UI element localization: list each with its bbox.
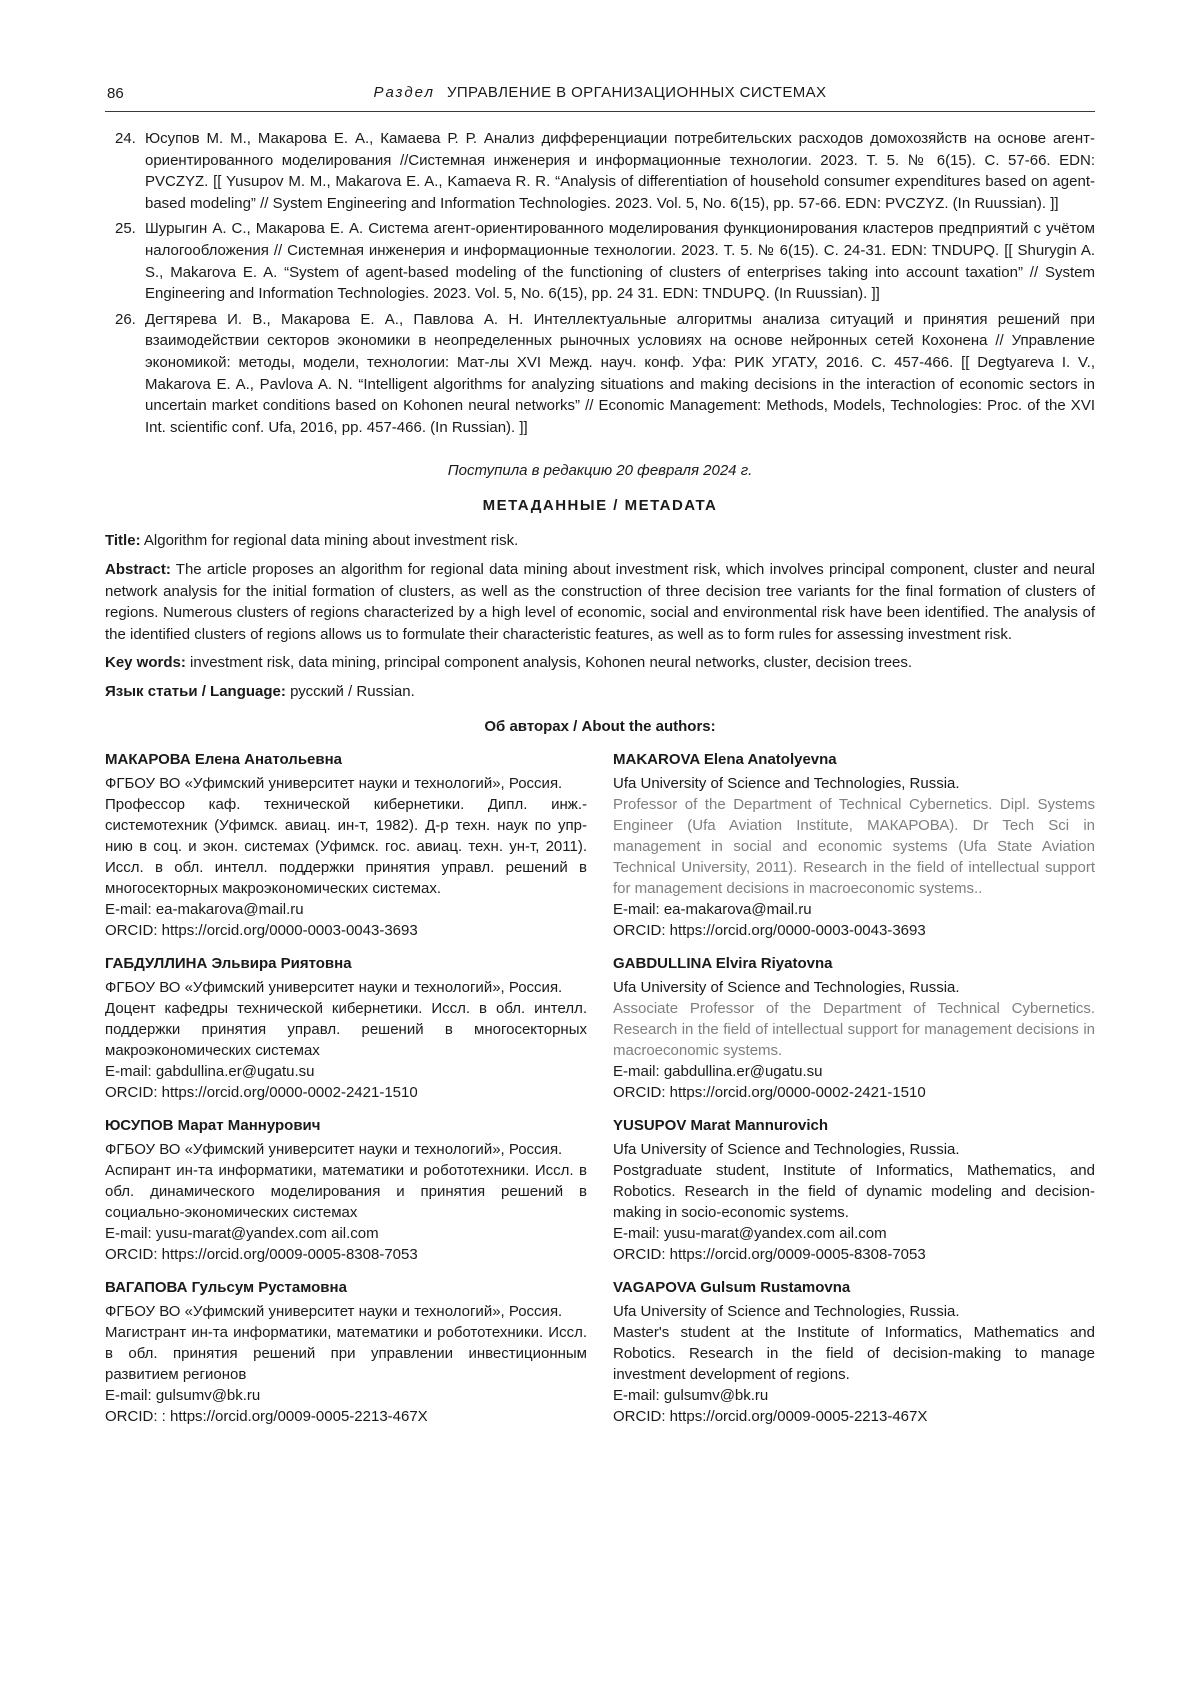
email-value: gulsumv@bk.ru — [155, 1387, 261, 1405]
references-list — [105, 128, 1095, 438]
author-affiliation: ФГБОУ ВО «Уфимский университет науки и технологий», Россия. — [105, 775, 563, 793]
author-bio: Аспирант ин-та информатики, математики и робототехники. Иссл. в обл. динамического моделирования и принятия решений в социально-экономических системах — [105, 1162, 587, 1222]
author-orcid-line — [105, 920, 587, 941]
author-email-line — [613, 1223, 1095, 1244]
email-value: gulsumv@bk.ru — [663, 1387, 769, 1405]
page-number: 86 — [107, 85, 124, 102]
author-orcid-line — [613, 1082, 1095, 1103]
author-email-line — [105, 1223, 587, 1244]
title-text: Algorithm for regional data mining about investment risk. — [143, 532, 519, 550]
orcid-label: ORCID: — [613, 922, 666, 940]
author-card-ru — [105, 953, 587, 1103]
orcid-label: ORCID: — [105, 1084, 158, 1102]
orcid-label: ORCID: — [613, 1084, 666, 1102]
author-card-en — [613, 749, 1095, 941]
abstract-text: The article proposes an algorithm for regional data mining about investment risk, which involves principal component, cluster and neural network analysis for the initial formation of clusters, as well as the construction of three decision tree variants for the final formation of clusters of regions. Numerous clusters of regions characterized by a high level of economic, social and environmental risk have been identified. The analysis of the identified clusters of regions allows us to formulate their characteristic features, as well as to form rules for assessing investment risk. — [105, 560, 1095, 643]
author-row — [105, 953, 1095, 1103]
author-name: GABDULLINA Elvira Riyatovna — [613, 955, 833, 973]
reference-number: 24. — [115, 130, 136, 147]
author-card-ru — [105, 1115, 587, 1265]
reference-item — [105, 218, 1095, 304]
email-value: ea-makarova@mail.ru — [155, 901, 304, 919]
title-label: Title: — [105, 532, 141, 550]
page-header — [105, 84, 1095, 106]
reference-text: Юсупов М. М., Макарова Е. А., Камаева Р. Р. Анализ дифференциации потребительских расходов домохозяйств на основе агент-ориентированного моделирования //Системная инженерия и информационные технологии. 2023. Т. 5. № 6(15). С. 57-66. EDN: PVCZYZ. [[ Yusupov M. M., Makarova E. A., Kamaeva R. R. “Analysis of differentiation of household consumer expenditures based on agent-based modeling” // System Engineering and Information Technologies. 2023. Vol. 5, No. 6(15), pp. 57-66. EDN: PVCZYZ. (In Ruussian). ]] — [145, 130, 1095, 212]
author-name: ЮСУПОВ Марат Маннурович — [105, 1117, 321, 1135]
email-label: E-mail: — [105, 1063, 152, 1081]
author-affiliation: Ufa University of Science and Technologies, Russia. — [613, 1303, 960, 1321]
author-bio: Associate Professor of the Department of Technical Cybernetics. Research in the field of intellectual support for management decisions in macroeconomic systems. — [613, 1000, 1095, 1060]
author-orcid-line — [613, 920, 1095, 941]
author-card-ru — [105, 1277, 587, 1427]
metadata-language — [105, 681, 1095, 703]
author-affiliation: Ufa University of Science and Technologies, Russia. — [613, 979, 960, 997]
author-name: МАКАРОВА Елена Анатольевна — [105, 751, 343, 769]
author-name: ВАГАПОВА Гульсум Рустамовна — [105, 1279, 347, 1297]
author-bio: Master's student at the Institute of Informatics, Mathematics and Robotics. Research in the field of decision-making to manage investment development of regions. — [613, 1324, 1095, 1384]
email-value: yusu-marat@yandex.com ail.com — [155, 1225, 379, 1243]
language-label: Язык статьи / Language: — [105, 682, 286, 700]
email-value: gabdullina.er@ugatu.su — [663, 1063, 823, 1081]
orcid-value: https://orcid.org/0009-0005-8308-7053 — [669, 1246, 926, 1264]
author-bio: Postgraduate student, Institute of Informatics, Mathematics, and Robotics. Research in the field of dynamic modeling and decision-making in socio-economic systems. — [613, 1162, 1095, 1222]
author-row — [105, 749, 1095, 941]
header-rule — [105, 111, 1095, 112]
author-row — [105, 1115, 1095, 1265]
section-header — [105, 84, 1095, 101]
email-label: E-mail: — [613, 901, 660, 919]
metadata-abstract — [105, 559, 1095, 645]
reference-item — [105, 128, 1095, 214]
author-email-line — [613, 899, 1095, 920]
author-email-line — [613, 1061, 1095, 1082]
email-label: E-mail: — [613, 1063, 660, 1081]
email-label: E-mail: — [613, 1225, 660, 1243]
keywords-text: investment risk, data mining, principal component analysis, Kohonen neural networks, cluster, decision trees. — [190, 654, 913, 672]
orcid-value: https://orcid.org/0000-0003-0043-3693 — [161, 922, 418, 940]
authors-heading: Об авторах / About the authors: — [484, 718, 716, 736]
orcid-label: ORCID: — [613, 1408, 666, 1426]
reference-text: Дегтярева И. В., Макарова Е. А., Павлова А. Н. Интеллектуальные алгоритмы анализа ситуаций и принятия решений при взаимодействии секторов экономики в неопределенных рыночных условиях на основе нейронных сетей Кохонена // Управление экономикой: методы, модели, технологии: Мат-лы XVI Межд. науч. конф. Уфа: РИК УГАТУ, 2016. С. 457-466. [[ Degtyareva I. V., Makarova E. A., Pavlova A. N. “Intelligent algorithms for analyzing situations and making decisions in the interaction of economic sectors in uncertain market conditions based on Kohonen neural networks” // Economic Management: Methods, Models, Technologies: Proc. of the XVI Int. scientific conf. Ufa, 2016, pp. 457-466. (In Russian). ]] — [145, 310, 1095, 436]
author-affiliation: ФГБОУ ВО «Уфимский университет науки и технологий», Россия. — [105, 979, 563, 997]
email-value: ea-makarova@mail.ru — [663, 901, 812, 919]
author-email-line — [105, 1061, 587, 1082]
author-orcid-line — [105, 1406, 587, 1427]
language-text: русский / Russian. — [290, 682, 415, 700]
author-affiliation: Ufa University of Science and Technologies, Russia. — [613, 1141, 960, 1159]
reference-item — [105, 309, 1095, 439]
metadata-title-line — [105, 530, 1095, 552]
section-title: УПРАВЛЕНИЕ В ОРГАНИЗАЦИОННЫХ СИСТЕМАХ — [446, 84, 827, 101]
author-name: YUSUPOV Marat Mannurovich — [613, 1117, 829, 1135]
author-name: MAKAROVA Elena Anatolyevna — [613, 751, 837, 769]
reference-text: Шурыгин А. С., Макарова Е. А. Система агент-ориентированного моделирования функционирования кластеров предприятий с учётом налогообложения // Системная инженерия и информационные технологии. 2023. Т. 5. № 6(15). С. 24-31. EDN: TNDUPQ. [[ Shurygin A. S., Makarova E. A. “System of agent-based modeling of the functioning of clusters of enterprises taking into account taxation” // System Engineering and Information Technologies. 2023. Vol. 5, No. 6(15), pp. 24 31. EDN: TNDUPQ. (In Ruussian). ]] — [145, 220, 1095, 303]
orcid-value: https://orcid.org/0009-0005-8308-7053 — [161, 1246, 418, 1264]
author-card-en — [613, 953, 1095, 1103]
email-value: yusu-marat@yandex.com ail.com — [663, 1225, 887, 1243]
author-affiliation: Ufa University of Science and Technologies, Russia. — [613, 775, 960, 793]
author-card-ru — [105, 749, 587, 941]
received-note: Поступила в редакцию 20 февраля 2024 г. — [447, 462, 753, 480]
section-label: Раздел — [373, 84, 435, 101]
author-email-line — [105, 899, 587, 920]
author-orcid-line — [613, 1244, 1095, 1265]
author-affiliation: ФГБОУ ВО «Уфимский университет науки и технологий», Россия. — [105, 1141, 563, 1159]
author-email-line — [105, 1385, 587, 1406]
orcid-value: https://orcid.org/0009-0005-2213-467X — [170, 1408, 428, 1426]
orcid-label: ORCID: — [613, 1246, 666, 1264]
author-orcid-line — [105, 1244, 587, 1265]
author-bio: Профессор каф. технической кибернетики. Дипл. инж.-системотехник (Уфимск. авиац. ин-т, 1982). Д-р техн. наук по упр-нию в соц. и экон. системах (Уфимск. гос. авиац. техн. ун-т, 2011). Иссл. в обл. интелл. поддержки принятия управл. решений в многосекторных макроэкономических системах. — [105, 796, 587, 898]
author-orcid-line — [105, 1082, 587, 1103]
email-label: E-mail: — [105, 1225, 152, 1243]
author-affiliation: ФГБОУ ВО «Уфимский университет науки и технологий», Россия. — [105, 1303, 563, 1321]
orcid-label: ORCID: : — [105, 1408, 166, 1426]
reference-number: 25. — [115, 220, 136, 238]
author-card-en — [613, 1115, 1095, 1265]
orcid-value: https://orcid.org/0000-0002-2421-1510 — [669, 1084, 926, 1102]
author-bio: Professor of the Department of Technical Cybernetics. Dipl. Systems Engineer (Ufa Aviation Institute, МАКАРОВА). Dr Tech Sci in management in social and economic systems (Ufa State Aviation Technical University, 2011). Research in the field of intellectual support for management decisions in macroeconomic systems.. — [613, 796, 1095, 898]
email-label: E-mail: — [613, 1387, 660, 1405]
author-card-en — [613, 1277, 1095, 1427]
author-name: ГАБДУЛЛИНА Эльвира Риятовна — [105, 955, 352, 973]
email-label: E-mail: — [105, 901, 152, 919]
orcid-label: ORCID: — [105, 922, 158, 940]
orcid-value: https://orcid.org/0000-0003-0043-3693 — [669, 922, 926, 940]
author-orcid-line — [613, 1406, 1095, 1427]
author-email-line — [613, 1385, 1095, 1406]
metadata-heading: МЕТАДАННЫЕ / METADATA — [482, 497, 718, 515]
author-bio: Магистрант ин-та информатики, математики и робототехники. Иссл. в обл. принятия решений при управлении инвестиционным развитием регионов — [105, 1324, 587, 1384]
abstract-label: Abstract: — [105, 560, 171, 578]
orcid-label: ORCID: — [105, 1246, 158, 1264]
email-value: gabdullina.er@ugatu.su — [155, 1063, 315, 1081]
metadata-keywords — [105, 652, 1095, 674]
author-bio: Доцент кафедры технической кибернетики. Иссл. в обл. интелл. поддержки принятия управл. решений в многосекторных макроэкономических системах — [105, 1000, 587, 1060]
keywords-label: Key words: — [105, 654, 186, 672]
reference-number: 26. — [115, 310, 136, 328]
email-label: E-mail: — [105, 1387, 152, 1405]
author-row — [105, 1277, 1095, 1427]
orcid-value: https://orcid.org/0000-0002-2421-1510 — [161, 1084, 418, 1102]
author-name: VAGAPOVA Gulsum Rustamovna — [613, 1279, 851, 1297]
orcid-value: https://orcid.org/0009-0005-2213-467X — [669, 1408, 928, 1426]
